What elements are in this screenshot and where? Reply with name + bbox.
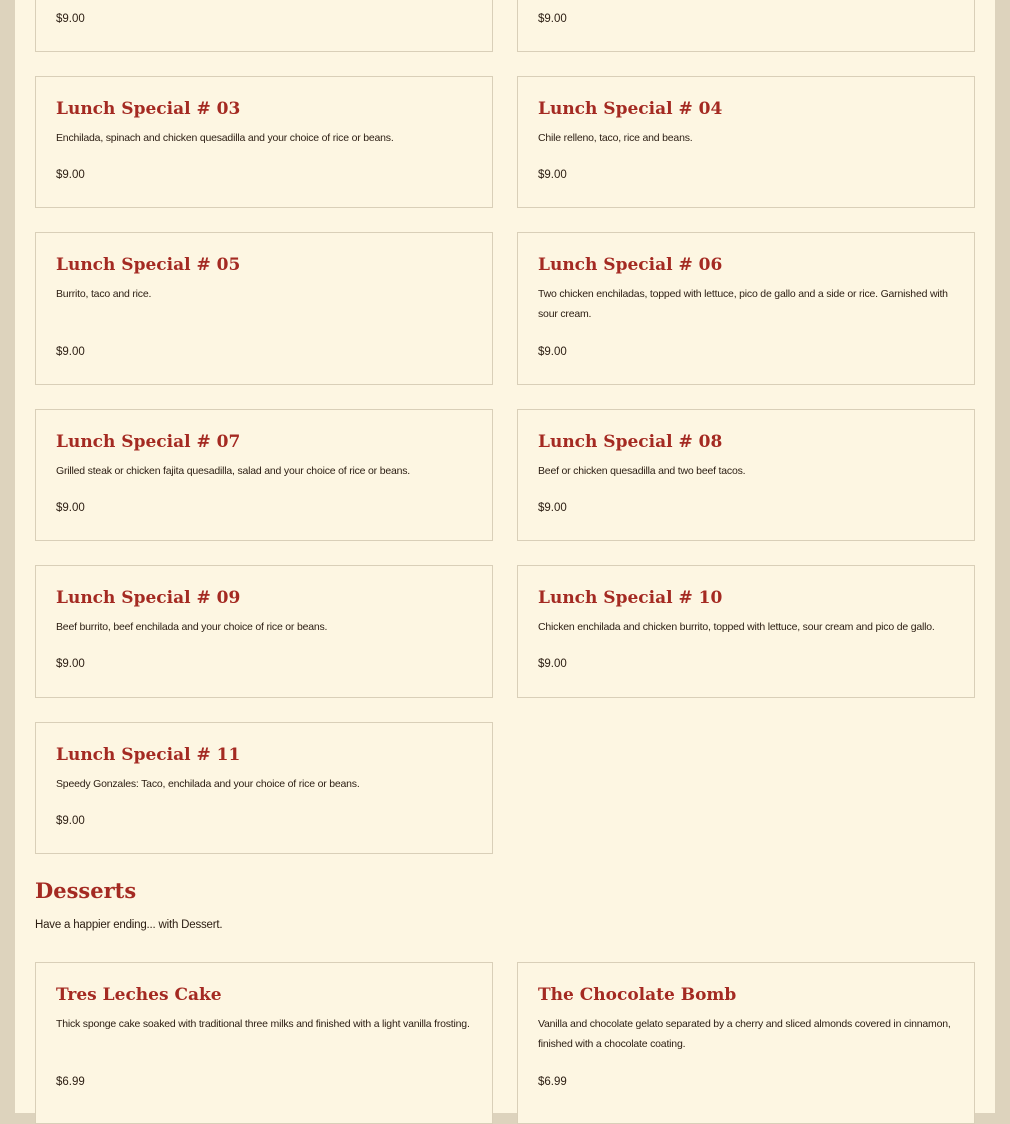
menu-item-description: Speedy Gonzales: Taco, enchilada and your choice of rice or beans. — [56, 778, 360, 790]
menu-item-description: Enchilada, spinach and chicken quesadilla and your choice of rice or beans. — [56, 132, 394, 144]
menu-item-price: $9.00 — [538, 502, 567, 514]
menu-item-price: $6.99 — [56, 1076, 85, 1088]
menu-item-title: The Chocolate Bomb — [538, 985, 737, 1005]
menu-item-title: Lunch Special # 08 — [538, 432, 723, 452]
menu-item-price: $9.00 — [56, 169, 85, 181]
section-subtitle-desserts: Have a happier ending... with Dessert. — [35, 919, 223, 931]
menu-item-card[interactable] — [35, 962, 493, 1124]
menu-item-price: $9.00 — [56, 502, 85, 514]
menu-item-card[interactable] — [517, 962, 975, 1124]
menu-item-description: Beef or chicken quesadilla and two beef tacos. — [538, 465, 746, 477]
menu-item-price: $9.00 — [56, 13, 85, 25]
menu-item-title: Tres Leches Cake — [56, 985, 222, 1005]
menu-item-price: $9.00 — [56, 815, 85, 827]
menu-item-card[interactable] — [35, 0, 493, 52]
menu-item-card[interactable] — [517, 76, 975, 208]
menu-item-description: Chicken enchilada and chicken burrito, topped with lettuce, sour cream and pico de gallo. — [538, 621, 935, 633]
menu-item-card[interactable] — [517, 232, 975, 385]
menu-item-title: Lunch Special # 10 — [538, 588, 723, 608]
menu-item-card[interactable] — [517, 0, 975, 52]
menu-item-price: $9.00 — [56, 346, 85, 358]
menu-item-card[interactable] — [35, 76, 493, 208]
menu-item-description: Thick sponge cake soaked with traditional three milks and finished with a light vanilla frosting. — [56, 1018, 470, 1030]
menu-page — [15, 0, 995, 1113]
menu-item-title: Lunch Special # 11 — [56, 745, 241, 765]
menu-item-description: Grilled steak or chicken fajita quesadilla, salad and your choice of rice or beans. — [56, 465, 411, 477]
menu-item-description: Two chicken enchiladas, topped with lettuce, pico de gallo and a side or rice. Garnished with sour cream. — [538, 288, 948, 320]
menu-item-title: Lunch Special # 04 — [538, 99, 723, 119]
menu-item-title: Lunch Special # 06 — [538, 255, 723, 275]
section-title-desserts: Desserts — [35, 878, 137, 903]
menu-item-description: Chile relleno, taco, rice and beans. — [538, 132, 693, 144]
menu-item-card[interactable] — [517, 565, 975, 698]
menu-item-price: $6.99 — [538, 1076, 567, 1088]
menu-item-card[interactable] — [35, 232, 493, 385]
menu-item-title: Lunch Special # 03 — [56, 99, 241, 119]
menu-item-price: $9.00 — [538, 169, 567, 181]
menu-item-card[interactable] — [35, 409, 493, 541]
menu-item-price: $9.00 — [56, 658, 85, 670]
menu-item-card[interactable] — [35, 565, 493, 698]
menu-item-title: Lunch Special # 07 — [56, 432, 241, 452]
menu-item-title: Lunch Special # 09 — [56, 588, 241, 608]
menu-item-description: Burrito, taco and rice. — [56, 288, 152, 300]
menu-item-description: Vanilla and chocolate gelato separated by a cherry and sliced almonds covered in cinnamon, finished with a chocolate coating. — [538, 1018, 951, 1050]
menu-item-card[interactable] — [35, 722, 493, 854]
menu-item-price: $9.00 — [538, 13, 567, 25]
menu-item-description: Beef burrito, beef enchilada and your choice of rice or beans. — [56, 621, 328, 633]
menu-item-card[interactable] — [517, 409, 975, 541]
menu-item-title: Lunch Special # 05 — [56, 255, 241, 275]
menu-item-price: $9.00 — [538, 346, 567, 358]
menu-item-price: $9.00 — [538, 658, 567, 670]
